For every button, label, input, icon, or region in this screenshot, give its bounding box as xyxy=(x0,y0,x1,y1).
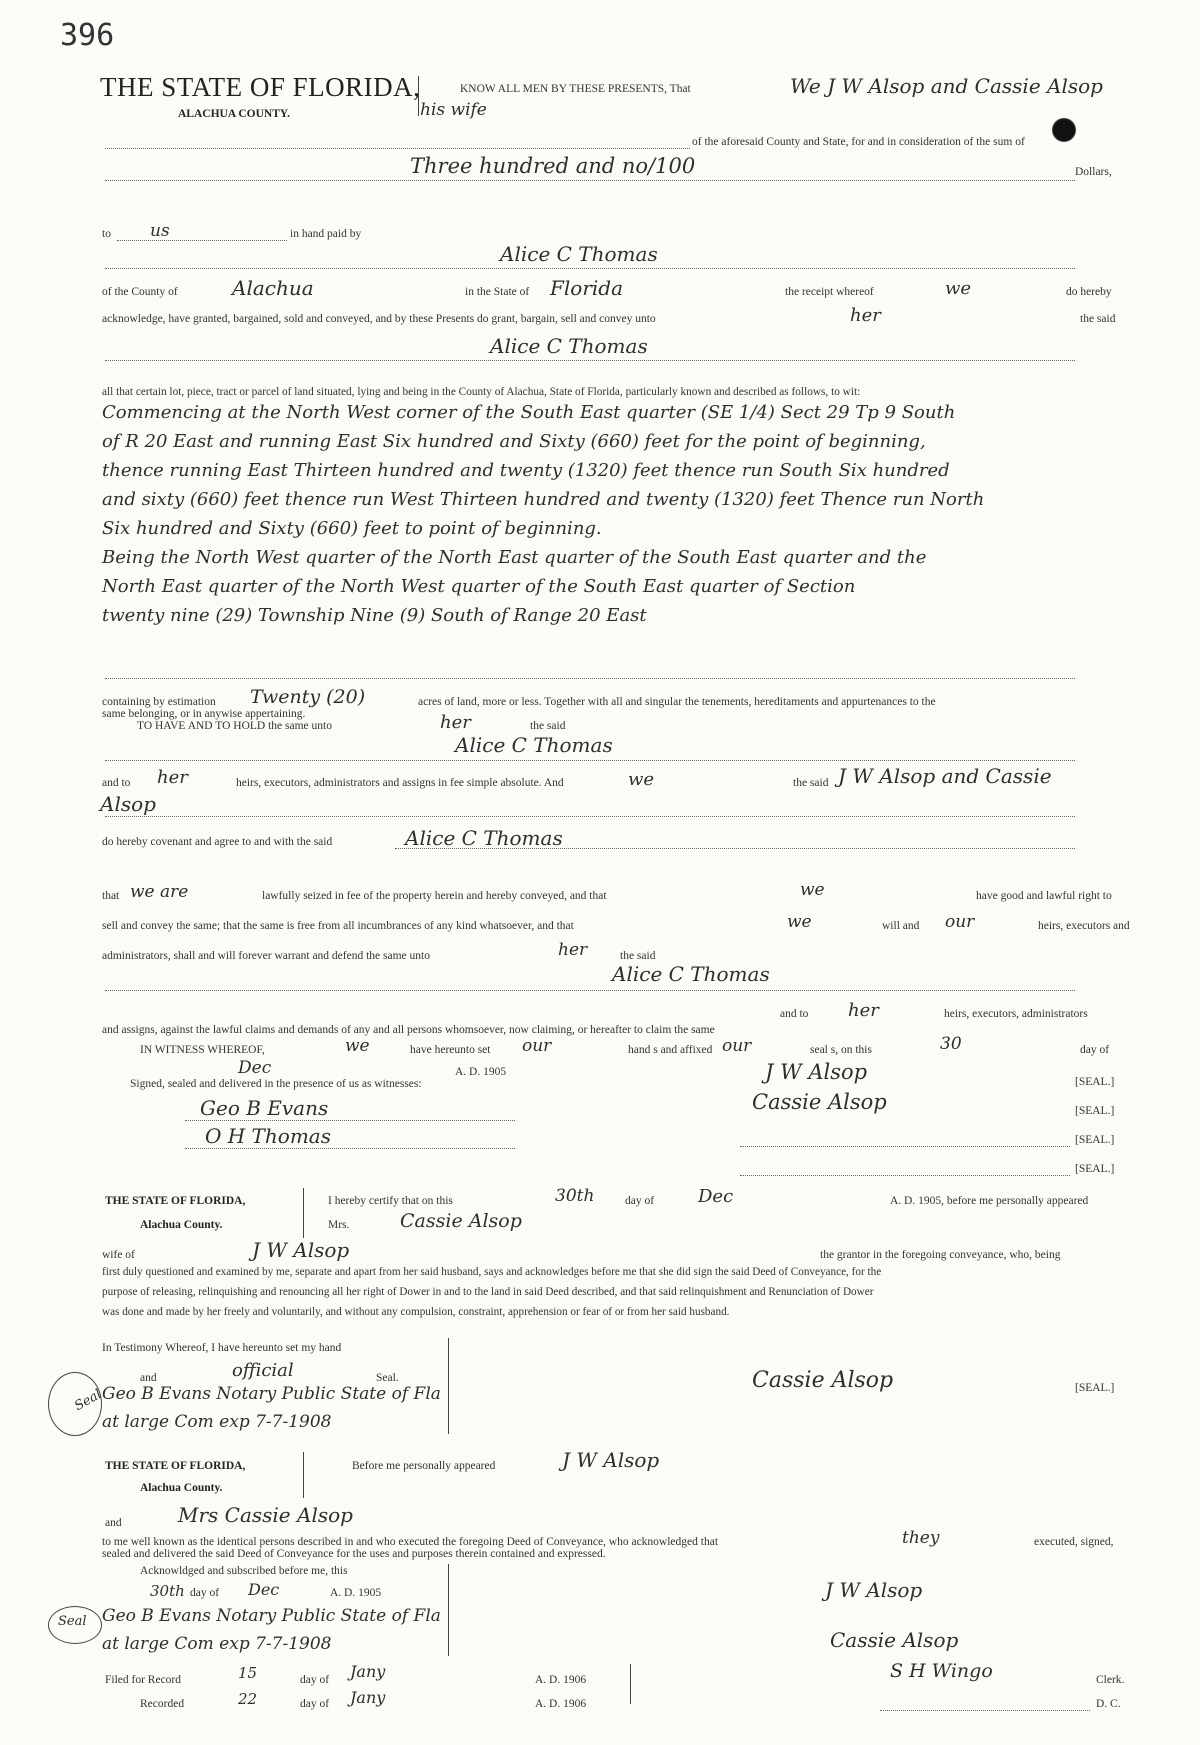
grantor-text: the grantor in the foregoing conveyance, who, being xyxy=(820,1249,1061,1261)
description-line: Being the North West quarter of the North East quarter of the South East quarter and the xyxy=(102,547,927,568)
sell-who: we xyxy=(787,912,812,932)
rule-have-hold xyxy=(105,760,1075,761)
heirs-text: heirs, executors, administrators and assigns in fee simple absolute. And xyxy=(236,777,564,789)
lawfully-who: we xyxy=(800,880,825,900)
recorded-month: Jany xyxy=(350,1688,386,1707)
sig-jw: J W Alsop xyxy=(825,1578,923,1602)
cert2-name-2: Mrs Cassie Alsop xyxy=(178,1503,353,1527)
notary2-line-1: Geo B Evans Notary Public State of Fla xyxy=(102,1606,441,1626)
description-line: twenty nine (29) Township Nine (9) South of Range 20 East xyxy=(102,605,647,626)
witness-label: IN WITNESS WHEREOF, xyxy=(140,1044,265,1056)
notary-brace-1 xyxy=(448,1338,449,1434)
description-line: Commencing at the North West corner of the South East quarter (SE 1/4) Sect 29 Tp 9 South xyxy=(102,402,956,423)
do-hereby: do hereby xyxy=(1066,286,1112,298)
have-hold-said: the said xyxy=(530,720,566,732)
seal-label: [SEAL.] xyxy=(1075,1382,1115,1394)
filed-dayof: day of xyxy=(300,1674,330,1686)
will-and: will and xyxy=(882,920,920,932)
the-said-2: the said xyxy=(793,777,829,789)
in-hand-paid: in hand paid by xyxy=(290,228,362,240)
page-number: 396 xyxy=(60,18,115,53)
known-who: they xyxy=(902,1528,940,1548)
filing-brace xyxy=(630,1664,631,1704)
rule-sum xyxy=(105,180,1075,181)
know-all-men: KNOW ALL MEN BY THESE PRESENTS, That xyxy=(460,83,691,95)
filed-month: Jany xyxy=(350,1662,386,1681)
to-whom: us xyxy=(150,221,170,241)
set-who: our xyxy=(522,1036,552,1056)
defend-name: Alice C Thomas xyxy=(612,962,770,986)
notary2-line-2: at large Com exp 7-7-1908 xyxy=(102,1634,332,1654)
seal-label: [SEAL.] xyxy=(1075,1076,1115,1088)
dower-line: first duly questioned and examined by me, separate and apart from her said husband, says and acknowledges before me that she did sign the said Deed of Conveyance, for the xyxy=(102,1266,882,1278)
cassie-signature: Cassie Alsop xyxy=(752,1368,894,1393)
grantors: We J W Alsop and Cassie Alsop xyxy=(790,74,1103,98)
state-value: Florida xyxy=(550,276,623,300)
all-that: all that certain lot, piece, tract or parcel of land situated, lying and being in the County of Alachua, State of Florida, particularly known and described as follows, to wit: xyxy=(102,386,861,398)
rule-defend xyxy=(105,990,1075,991)
ad-label: A. D. 1905 xyxy=(455,1066,507,1078)
official: official xyxy=(232,1360,294,1381)
have-hereunto-set: have hereunto set xyxy=(410,1044,491,1056)
notary-line-2: at large Com exp 7-7-1908 xyxy=(102,1412,332,1432)
testimony-text: In Testimony Whereof, I have hereunto set my hand xyxy=(102,1342,342,1354)
seal-label: [SEAL.] xyxy=(1075,1105,1115,1117)
and-to-2-who: her xyxy=(848,1000,879,1021)
rule-aforesaid xyxy=(105,148,690,149)
rule-desc-end xyxy=(105,678,1075,679)
description-line: North East quarter of the North West quarter of the South East quarter of Section xyxy=(102,576,856,597)
acres-text: acres of land, more or less. Together with all and singular the tenements, hereditaments and appurtenances to the xyxy=(418,696,936,708)
paid-by: Alice C Thomas xyxy=(500,242,658,266)
cert2-state: THE STATE OF FLORIDA, xyxy=(105,1460,246,1472)
admin-text: administrators, shall and will forever warrant and defend the same unto xyxy=(102,950,430,962)
seal-s: seal s, on this xyxy=(810,1044,872,1056)
rule-grantee xyxy=(105,360,1075,361)
county-header: ALACHUA COUNTY. xyxy=(178,108,291,120)
said-names: J W Alsop and Cassie xyxy=(838,764,1052,788)
ack-ad: A. D. 1905 xyxy=(330,1587,382,1599)
dollars: Dollars, xyxy=(1075,166,1112,178)
description-line: and sixty (660) feet thence run West Thirteen hundred and twenty (1320) feet Thence run North xyxy=(102,489,985,510)
seal-label: [SEAL.] xyxy=(1075,1163,1115,1175)
admin-who: her xyxy=(558,940,588,960)
rule-dc xyxy=(880,1710,1090,1711)
cert1-name: Cassie Alsop xyxy=(400,1210,522,1232)
affixed-who: our xyxy=(722,1036,752,1056)
cert1-day: 30th xyxy=(555,1186,595,1206)
notary-seal-label-1: Seal xyxy=(72,1386,105,1415)
month: Dec xyxy=(238,1058,272,1078)
unto-who: her xyxy=(850,305,881,326)
recorded-dayof: day of xyxy=(300,1698,330,1710)
clerk-signature: S H Wingo xyxy=(890,1660,993,1682)
signed-sealed: Signed, sealed and delivered in the presence of us as witnesses: xyxy=(130,1078,422,1090)
signature-1: J W Alsop xyxy=(765,1060,868,1084)
covenant-text: do hereby covenant and agree to and with the said xyxy=(102,836,333,848)
heirs-exec: heirs, executors and xyxy=(1038,920,1130,932)
recorded-label: Recorded xyxy=(140,1698,185,1710)
filed-day: 15 xyxy=(238,1664,258,1682)
notary-line-1: Geo B Evans Notary Public State of Fla xyxy=(102,1384,441,1404)
covenant-name: Alice C Thomas xyxy=(405,826,563,850)
rule-witness-1 xyxy=(185,1120,515,1121)
heirs-exec-2: heirs, executors, administrators xyxy=(944,1008,1088,1020)
receipt-whereof: the receipt whereof xyxy=(785,286,874,298)
cert2-county: Alachua County. xyxy=(140,1482,223,1494)
and-to-2: and to xyxy=(780,1008,809,1020)
wife-of-name: J W Alsop xyxy=(252,1238,350,1262)
ink-blot xyxy=(1052,118,1076,142)
cert1-month: Dec xyxy=(698,1186,734,1207)
day-num: 30 xyxy=(940,1034,962,1054)
known-text: to me well known as the identical persons described in and who executed the foregoing Deed of Conveyance, who acknowledged that xyxy=(102,1536,719,1548)
grantee: Alice C Thomas xyxy=(490,334,648,358)
cert1-mrs: Mrs. xyxy=(328,1219,350,1231)
recorded-ad: A. D. 1906 xyxy=(535,1698,587,1710)
grantors-cont: his wife xyxy=(420,100,487,120)
that-label: that xyxy=(102,890,120,902)
ack-day: 30th xyxy=(150,1582,185,1600)
said-names-cont: Alsop xyxy=(100,792,156,816)
and-who: we xyxy=(628,769,655,790)
rule-said-names xyxy=(105,816,1075,817)
good-right: have good and lawful right to xyxy=(976,890,1112,902)
sum-words: Three hundred and no/100 xyxy=(410,154,696,178)
receipt-who: we xyxy=(945,278,972,299)
seal-word: Seal. xyxy=(376,1372,399,1384)
assigns-text: and assigns, against the lawful claims and demands of any and all persons whomsoever, now claiming, or hereafter to claim the same xyxy=(102,1024,715,1036)
lawfully-text: lawfully seized in fee of the property herein and hereby conveyed, and that xyxy=(262,890,607,902)
cert2-before: Before me personally appeared xyxy=(352,1460,496,1472)
and-to: and to xyxy=(102,777,131,789)
witness-who: we xyxy=(345,1036,370,1056)
rule-covenant xyxy=(395,848,1075,849)
cert1-ad: A. D. 1905, before me personally appeared xyxy=(890,1195,1089,1207)
hand-and-affixed: hand s and affixed xyxy=(628,1044,713,1056)
cert1-dayof: day of xyxy=(625,1195,655,1207)
rule-to xyxy=(117,240,287,241)
to-label: to xyxy=(102,228,111,240)
recorded-day: 22 xyxy=(238,1690,258,1708)
clerk-label: Clerk. xyxy=(1096,1674,1125,1686)
containing-label: containing by estimation xyxy=(102,696,216,708)
have-hold-who: her xyxy=(440,712,471,733)
of-county-label: of the County of xyxy=(102,286,178,298)
wife-of: wife of xyxy=(102,1249,135,1261)
ack-dayof: day of xyxy=(190,1587,220,1599)
cert1-text: I hereby certify that on this xyxy=(328,1195,453,1207)
header-brace xyxy=(418,76,419,116)
notary-brace-2 xyxy=(448,1564,449,1656)
signature-2: Cassie Alsop xyxy=(752,1090,887,1114)
executed-signed: executed, signed, xyxy=(1034,1536,1114,1548)
and-label: and xyxy=(140,1372,157,1384)
dc-label: D. C. xyxy=(1096,1698,1121,1710)
witness-2: O H Thomas xyxy=(205,1124,331,1148)
cert2-name: J W Alsop xyxy=(562,1448,660,1472)
ack-month: Dec xyxy=(248,1580,280,1599)
of-aforesaid: of the aforesaid County and State, for and in consideration of the sum of xyxy=(692,136,1025,148)
rule-paid xyxy=(105,268,1075,269)
filed-label: Filed for Record xyxy=(105,1674,182,1686)
description-line: of R 20 East and running East Six hundred and Sixty (660) feet for the point of beginning, xyxy=(102,431,926,452)
day-of: day of xyxy=(1080,1044,1110,1056)
sell-text: sell and convey the same; that the same is free from all incumbrances of any kind whatsoever, and that xyxy=(102,920,574,932)
the-said: the said xyxy=(1080,313,1116,325)
to-have-and-hold: TO HAVE AND TO HOLD the same unto xyxy=(137,720,332,732)
sealed-delivered: sealed and delivered the said Deed of Conveyance for the uses and purposes therein contained and expressed. xyxy=(102,1548,606,1560)
state-header: THE STATE OF FLORIDA, xyxy=(100,72,421,102)
acknowledged-sub: Acknowldged and subscribed before me, this xyxy=(140,1565,348,1577)
and-to-who: her xyxy=(157,767,188,788)
sig-cassie: Cassie Alsop xyxy=(830,1628,959,1652)
county-value: Alachua xyxy=(232,276,314,300)
that-who: we are xyxy=(130,882,189,902)
cert1-state: THE STATE OF FLORIDA, xyxy=(105,1195,246,1207)
dower-line: was done and made by her freely and voluntarily, and without any compulsion, constraint, apprehension or fear of or from her said husband. xyxy=(102,1306,730,1318)
acknowledge-text: acknowledge, have granted, bargained, sold and conveyed, and by these Presents do grant, bargain, sell and convey unto xyxy=(102,313,656,325)
in-state-label: in the State of xyxy=(465,286,530,298)
admin-said: the said xyxy=(620,950,656,962)
same-belonging: same belonging, or in anywise appertaining. xyxy=(102,708,306,720)
acres-value: Twenty (20) xyxy=(250,686,366,708)
dower-line: purpose of releasing, relinquishing and renouncing all her right of Dower in and to the land in said Deed described, and that said relinquishment and Renunciation of Dower xyxy=(102,1286,874,1298)
cert2-and: and xyxy=(105,1517,122,1529)
filed-ad: A. D. 1906 xyxy=(535,1674,587,1686)
description-line: Six hundred and Sixty (660) feet to point of beginning. xyxy=(102,518,602,539)
rule-witness-2 xyxy=(185,1148,515,1149)
witness-1: Geo B Evans xyxy=(200,1096,329,1120)
cert1-brace xyxy=(303,1188,304,1238)
seal-label: [SEAL.] xyxy=(1075,1134,1115,1146)
rule-sig-3 xyxy=(740,1146,1070,1147)
will-and-who: our xyxy=(945,912,975,932)
have-hold-name: Alice C Thomas xyxy=(455,733,613,757)
cert1-county: Alachua County. xyxy=(140,1219,223,1231)
cert2-brace xyxy=(303,1452,304,1498)
notary-seal-label-2: Seal xyxy=(58,1614,87,1629)
description-line: thence running East Thirteen hundred and twenty (1320) feet thence run South Six hundred xyxy=(102,460,950,481)
rule-sig-4 xyxy=(740,1175,1070,1176)
